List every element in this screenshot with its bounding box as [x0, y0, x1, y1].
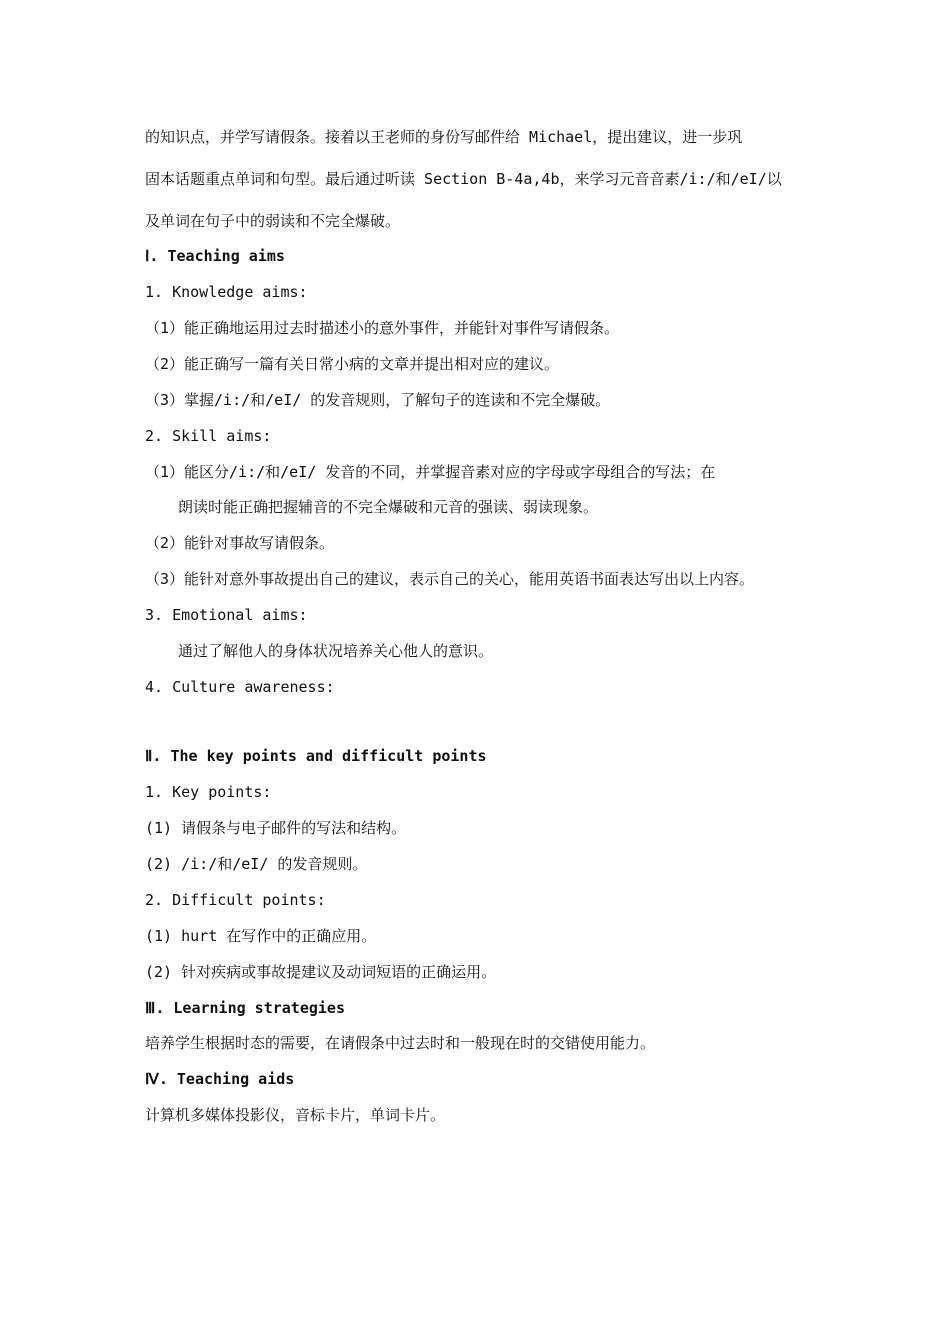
key-points-heading: Ⅱ. The key points and difficult points [145, 747, 487, 765]
intro-line-3: 及单词在句子中的弱读和不完全爆破。 [145, 212, 401, 230]
key-points-title: 1. Key points: [145, 783, 272, 801]
knowledge-aims-title: 1. Knowledge aims: [145, 283, 308, 301]
teaching-aids-text: 计算机多媒体投影仪，音标卡片，单词卡片。 [145, 1106, 446, 1124]
knowledge-aim-item-1: （1）能正确地运用过去时描述小的意外事件，并能针对事件写请假条。 [145, 319, 620, 337]
skill-aims-title: 2. Skill aims: [145, 427, 272, 445]
knowledge-aim-item-2: （2）能正确写一篇有关日常小病的文章并提出相对应的建议。 [145, 355, 560, 373]
key-point-item-2: (2) /i:/和/eI/ 的发音规则。 [145, 855, 368, 873]
intro-line-1: 的知识点，并学写请假条。接着以王老师的身份写邮件给 Michael，提出建议，进一步巩 [145, 128, 743, 146]
emotional-aims-text: 通过了解他人的身体状况培养关心他人的意识。 [178, 642, 494, 660]
skill-aim-item-2: （2）能针对事故写请假条。 [145, 534, 335, 552]
skill-aim-item-1-line-2: 朗读时能正确把握辅音的不完全爆破和元音的强读、弱读现象。 [178, 498, 599, 516]
difficult-point-item-2: (2) 针对疾病或事故提建议及动词短语的正确运用。 [145, 963, 497, 981]
teaching-aims-heading: Ⅰ. Teaching aims [145, 247, 285, 265]
difficult-points-title: 2. Difficult points: [145, 891, 326, 909]
key-point-item-1: (1) 请假条与电子邮件的写法和结构。 [145, 819, 407, 837]
learning-strategies-text: 培养学生根据时态的需要，在请假条中过去时和一般现在时的交错使用能力。 [145, 1034, 656, 1052]
intro-line-2: 固本话题重点单词和句型。最后通过听读 Section B-4a,4b，来学习元音音素/i:/和/eI/以 [145, 170, 782, 188]
skill-aim-item-1-line-1: （1）能区分/i:/和/eI/ 发音的不同，并掌握音素对应的字母或字母组合的写法；在 [145, 463, 716, 481]
culture-awareness-title: 4. Culture awareness: [145, 678, 335, 696]
difficult-point-item-1: (1) hurt 在写作中的正确应用。 [145, 927, 377, 945]
knowledge-aim-item-3: （3）掌握/i:/和/eI/ 的发音规则，了解句子的连读和不完全爆破。 [145, 391, 611, 409]
emotional-aims-title: 3. Emotional aims: [145, 606, 308, 624]
teaching-aids-heading: Ⅳ. Teaching aids [145, 1070, 295, 1088]
skill-aim-item-3: （3）能针对意外事故提出自己的建议，表示自己的关心，能用英语书面表达写出以上内容。 [145, 570, 755, 588]
learning-strategies-heading: Ⅲ. Learning strategies [145, 999, 345, 1017]
